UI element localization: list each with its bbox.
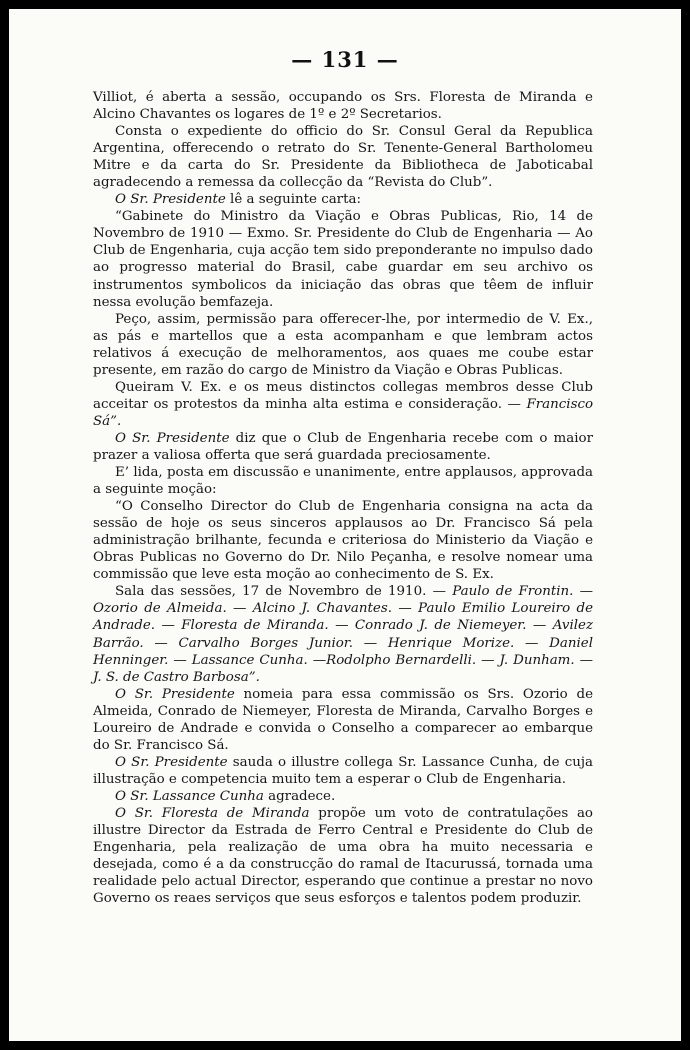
paragraph <box>93 464 593 498</box>
paragraph-text: E’ lida, posta em discussão e unanimente, entre applausos, approvada a seguinte moção: <box>93 465 593 498</box>
paragraph-text: nomeia para essa commissão os Srs. Ozorio de Almeida, Conrado de Niemeyer, Floresta de Miranda, Carvalho Borges e Loureiro de Andrade e convida o Conselho a comparecer ao embarque do Sr. Francisco Sá. <box>93 686 593 753</box>
paragraph <box>93 430 593 464</box>
paragraph-text: diz que o Club de Engenharia recebe com o maior prazer a valiosa offerta que será guardada preciosamente. <box>93 430 593 463</box>
speaker-name: O Sr. Presidente <box>115 192 226 208</box>
body-text <box>93 89 593 907</box>
signature-names: Paulo de Frontin. — Ozorio de Almeida. — Alcino J. Chavantes. — Paulo Emilio Loureiro de Andrade. — Floresta de Miranda. — Conrado J. de Niemeyer. — Avilez Barrão. — Carvalho Borges Junior. — Henrique Morize. — Daniel Henninger. — Lassance Cunha. —Rodolpho Bernardelli. — J. Dunham. — J. S. de Castro Barbosa”. <box>93 584 593 685</box>
page-number: — 131 — <box>291 47 399 72</box>
paragraph <box>93 89 593 123</box>
paragraph-text: Peço, assim, permissão para offerecer-lhe, por intermedio de V. Ex., as pás e martellos que a esta acompanham e que lembram actos relativos á execução de melhoramentos, aos quaes me coube estar presente, em razão do cargo de Ministro da Viação e Obras Publicas. <box>93 311 593 378</box>
paragraph <box>93 311 593 379</box>
paragraph-text: Sala das sessões, 17 de Novembro de 1910. — <box>115 584 453 600</box>
paragraph <box>93 686 593 754</box>
paragraph-text: Consta o expediente do officio do Sr. Consul Geral da Republica Argentina, offerecendo o retrato do Sr. Tenente-General Bartholomeu Mitre e da carta do Sr. Presidente da Bibliotheca de Jaboticabal agradecendo a remessa da collecção da “Revista do Club”. <box>93 124 593 191</box>
paragraph <box>93 498 593 583</box>
paragraph-text: Queiram V. Ex. e os meus distinctos collegas membros desse Club acceitar os protestos da minha alta estima e consideração. — <box>93 379 593 412</box>
paragraph-text: agradece. <box>263 788 336 804</box>
paragraph-text: lê a seguinte carta: <box>225 192 361 208</box>
paragraph-text: propõe um voto de contratulações ao illustre Director da Estrada de Ferro Central e Presidente do Club de Engenharia, pela realização de uma obra ha muito necessaria e desejada, como é a da construcção do ramal de Itacurussá, tornada uma realidade pelo actual Director, esperando que continue a prestar no novo Governo os reaes serviços que seus esforços e talentos podem produzir. <box>93 805 593 907</box>
paragraph-text: “Gabinete do Ministro da Viação e Obras Publicas, Rio, 14 de Novembro de 1910 — Exmo. Sr. Presidente do Club de Engenharia — Ao Club de Engenharia, cuja acção tem sido preponderante no impulso dado ao progresso material do Brasil, cabe guardar em seu archivo os instrumentos symbolicos da iniciação das obras que têem de influir nessa evolução bemfazeja. <box>93 209 593 310</box>
paragraph <box>93 208 593 310</box>
paragraph-text: “O Conselho Director do Club de Engenharia consigna na acta da sessão de hoje os seus sinceros applausos ao Dr. Francisco Sá pela administração brilhante, fecunda e criteriosa do Ministerio da Viação e Obras Publicas no Governo do Dr. Nilo Peçanha, e resolve nomear uma commissão que leve esta moção ao conhecimento de S. Ex. <box>93 499 593 583</box>
speaker-name: O Sr. Presidente <box>115 686 235 702</box>
paragraph <box>93 191 593 208</box>
paragraph <box>93 583 593 685</box>
speaker-name: O Sr. Floresta de Miranda <box>115 805 310 821</box>
speaker-name: O Sr. Presidente <box>115 430 230 446</box>
paragraph <box>93 754 593 788</box>
paragraph <box>93 379 593 430</box>
paragraph <box>93 805 593 907</box>
paragraph <box>93 123 593 191</box>
paragraph-text: sauda o illustre collega Sr. Lassance Cunha, de cuja illustração e competencia muito tem a esperar o Club de Engenharia. <box>93 754 593 787</box>
speaker-name: O Sr. Lassance Cunha <box>115 788 264 804</box>
paragraph-text: Villiot, é aberta a sessão, occupando os Srs. Floresta de Miranda e Alcino Chavantes os logares de 1º e 2º Secretarios. <box>93 90 593 123</box>
signature-names: Francisco Sá”. <box>93 396 593 429</box>
book-page <box>9 9 681 1041</box>
paragraph <box>93 788 593 805</box>
speaker-name: O Sr. Presidente <box>115 754 228 770</box>
